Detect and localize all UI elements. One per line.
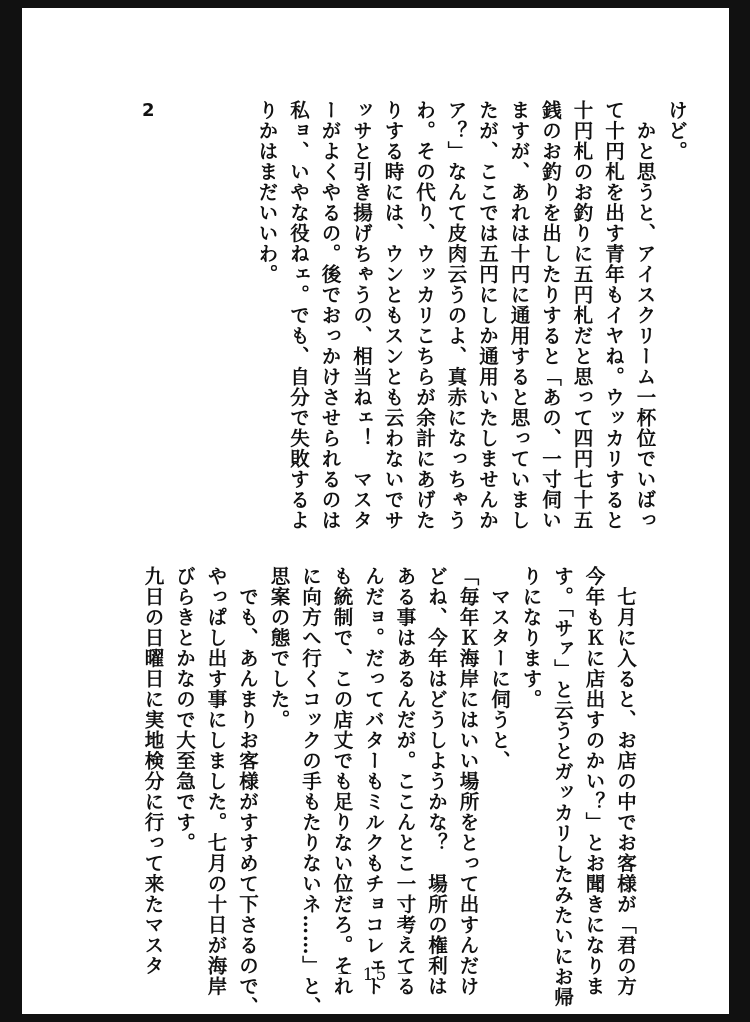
text-line: 私ョ、いやな役ねェ。でも、自分で失敗するよ	[287, 100, 310, 531]
text-line: 思案の態でした。	[267, 566, 291, 730]
text-line: どね、今年はどうしようかな？ 場所の権利は	[425, 566, 448, 997]
text-line: りになります。	[519, 566, 543, 710]
text-line: 銭のお釣りを出したりすると「あの、一寸伺い	[539, 100, 562, 531]
text-line: 十円札のお釣りに五円札だと思って四円七十五	[570, 100, 594, 531]
text-line: 今年もＫに店出すのかい？」とお聞きになりま	[582, 566, 606, 997]
text-line: たが、ここでは五円にしか通用いたしませんか	[476, 100, 499, 531]
text-line: ますが、あれは十円に通用すると思っていまし	[507, 100, 531, 531]
text-line: けど。	[665, 100, 688, 162]
text-line: んだョ。だってバターもミルクもチョコレェト	[362, 566, 385, 997]
page-number: － 15 －	[336, 965, 415, 985]
text-line: ある事はあるんだが。ここんとこ一寸考えてる	[393, 566, 417, 997]
text-line: びらきとかなので大至急です。	[173, 566, 196, 853]
text-line: も統制で、この店丈でも足りない位だろ。それ	[330, 566, 354, 997]
upper-text-block	[251, 100, 692, 531]
text-line: ーがよくやるの。後でおっかけさせられるのは	[318, 100, 342, 531]
text-line: す。「サァ」と云うとガッカリしたみたいにお帰	[551, 566, 574, 1008]
text-line: かと思うと、アイスクリーム一杯位でいばっ	[633, 100, 657, 531]
text-line: に向方へ行くコックの手もたりないネ……」と、	[299, 566, 322, 1017]
text-line: わ。その代り、ウッカリこちらが余計にあげた	[413, 100, 436, 531]
text-line: ア？」なんて皮肉云うのよ、真赤になっちゃう	[444, 100, 468, 531]
book-page	[22, 8, 729, 1017]
text-line: 「毎年Ｋ海岸にはいい場所をとって出すんだけ	[456, 566, 480, 997]
text-line: て十円札を出す青年もイヤね。ウッカリすると	[602, 100, 625, 531]
text-line: りかはまだいいわ。	[255, 100, 279, 285]
section-number: 2	[142, 100, 155, 121]
text-line: りする時には、ウンともスンとも云わないでサ	[381, 100, 405, 531]
text-line: ッサと引き揚げちゃうの、相当ねェ！ マスタ	[350, 100, 373, 531]
text-line: やっぱし出す事にしました。七月の十日が海岸	[204, 566, 228, 997]
text-line: 七月に入ると、お店の中でお客様が「君の方	[614, 566, 637, 997]
text-line: 九日の日曜日に実地検分に行って来たマスタ	[141, 566, 165, 976]
text-line: でも、あんまりお客様がすすめて下さるので、	[236, 566, 259, 1017]
text-line: マスターに伺うと、	[488, 566, 511, 771]
